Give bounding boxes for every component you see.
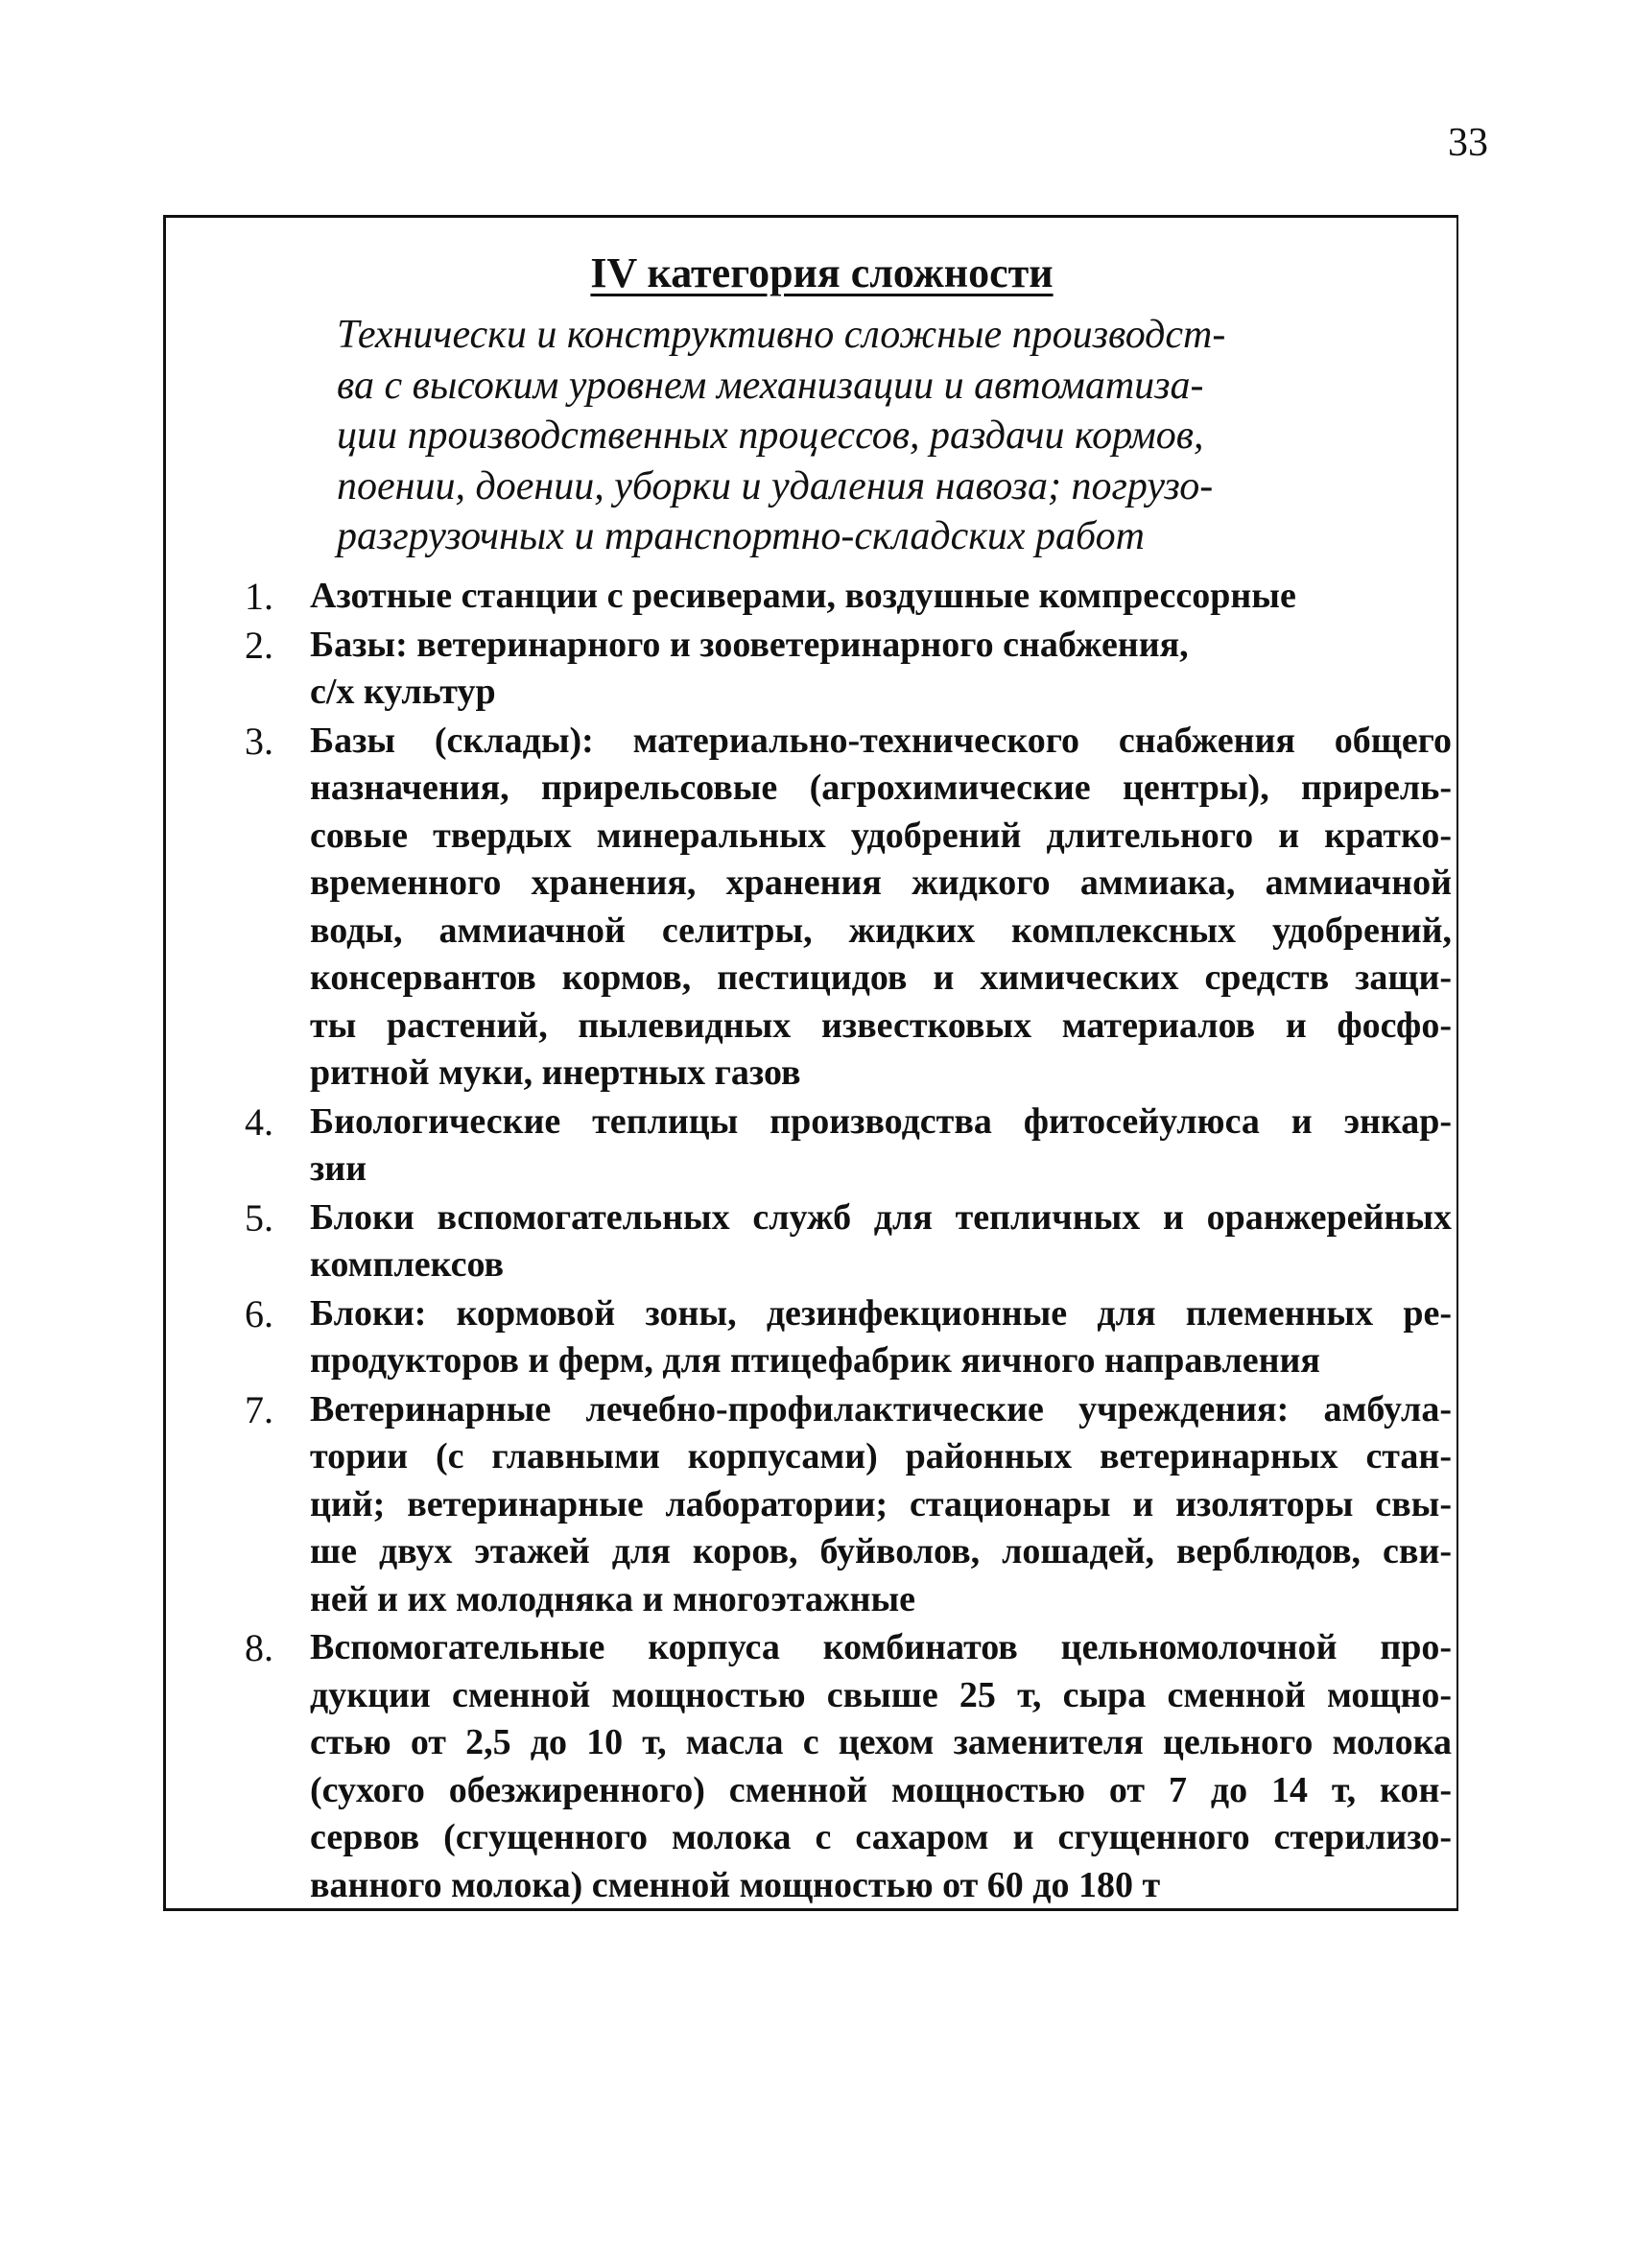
list-item <box>166 718 1461 1098</box>
item-line: (сухого обезжиренного) сменной мощностью от 7 до 14 т, кон- <box>310 1769 1452 1810</box>
item-line: воды, аммиачной селитры, жидких комплексных удобрений, <box>310 910 1452 951</box>
list-item <box>166 1624 1461 1909</box>
item-line: Вспомогательные корпуса комбинатов цельномолочной про- <box>310 1627 1452 1667</box>
item-number: 4. <box>245 1099 273 1144</box>
list-item <box>166 1099 1461 1193</box>
item-number: 2. <box>245 623 273 667</box>
list-item <box>166 1386 1461 1624</box>
description-line: ции производственных процессов, раздачи кормов, <box>337 413 1204 458</box>
item-line: Базы (склады): материально-технического снабжения общего <box>310 720 1452 761</box>
item-line: Блоки: кормовой зоны, дезинфекционные для племенных ре- <box>310 1292 1452 1334</box>
item-number: 6. <box>245 1291 273 1335</box>
item-number: 5. <box>245 1195 273 1240</box>
item-line: дукции сменной мощностью свыше 25 т, сыра сменной мощно- <box>310 1674 1452 1715</box>
item-line: ше двух этажей для коров, буйволов, лошадей, верблюдов, сви- <box>310 1531 1452 1571</box>
description-line: Технически и конструктивно сложные производст- <box>337 313 1226 357</box>
item-number: 8. <box>245 1626 273 1669</box>
category-frame <box>163 215 1458 1911</box>
facility-list <box>166 573 1461 1910</box>
item-line: назначения, прирельсовые (агрохимические центры), прирель- <box>310 768 1452 808</box>
list-item <box>166 1290 1461 1385</box>
item-line: консервантов кормов, пестицидов и химических средств защи- <box>310 957 1452 998</box>
description-line: ва с высоким уровнем механизации и автоматиза- <box>337 363 1204 408</box>
description-line: поении, доении, уборки и удаления навоза; погрузо- <box>337 463 1214 508</box>
item-line: сервов (сгущенного молока с сахаром и сгущенного стерилизо- <box>310 1817 1452 1857</box>
item-line: Блоки вспомогательных служб для тепличных и оранжерейных <box>310 1196 1452 1238</box>
item-line: Базы: ветеринарного и зооветеринарного снабжения, <box>310 624 1189 665</box>
list-item <box>166 573 1461 621</box>
page-number: 33 <box>1448 121 1488 165</box>
item-line: тории (с главными корпусами) районных ветеринарных стан- <box>310 1436 1452 1477</box>
category-heading: IV категория сложности <box>590 249 1054 296</box>
item-number: 3. <box>245 719 273 763</box>
list-item <box>166 1194 1461 1289</box>
item-line: ней и их молодняка и многоэтажные <box>310 1578 916 1619</box>
item-line: с/х культур <box>310 672 496 712</box>
item-line: ванного молока) сменной мощностью от 60 до 180 т <box>310 1864 1161 1905</box>
item-line: продукторов и ферм, для птицефабрик яичного направления <box>310 1340 1320 1381</box>
item-line: совые твердых минеральных удобрений длительного и кратко- <box>310 815 1452 856</box>
description-line: разгрузочных и транспортно-складских работ <box>337 514 1145 558</box>
item-line: стью от 2,5 до 10 т, масла с цехом заменителя цельного молока <box>310 1722 1452 1762</box>
item-line: ритной муки, инертных газов <box>310 1052 801 1093</box>
list-item <box>166 622 1461 717</box>
item-line: ций; ветеринарные лаборатории; стационары и изоляторы свы- <box>310 1483 1452 1524</box>
item-number: 7. <box>245 1387 273 1431</box>
item-line: зии <box>310 1148 367 1189</box>
item-line: ты растений, пылевидных известковых материалов и фосфо- <box>310 1004 1452 1046</box>
item-line: Биологические теплицы производства фитосейулюса и энкар- <box>310 1100 1452 1142</box>
category-description <box>337 310 1315 562</box>
item-line: Азотные станции с ресиверами, воздушные компрессорные <box>310 576 1296 616</box>
item-line: временного хранения, хранения жидкого аммиака, аммиачной <box>310 862 1452 903</box>
item-line: комплексов <box>310 1244 505 1285</box>
item-line: Ветеринарные лечебно-профилактические учреждения: амбула- <box>310 1388 1452 1429</box>
item-number: 1. <box>245 575 273 618</box>
